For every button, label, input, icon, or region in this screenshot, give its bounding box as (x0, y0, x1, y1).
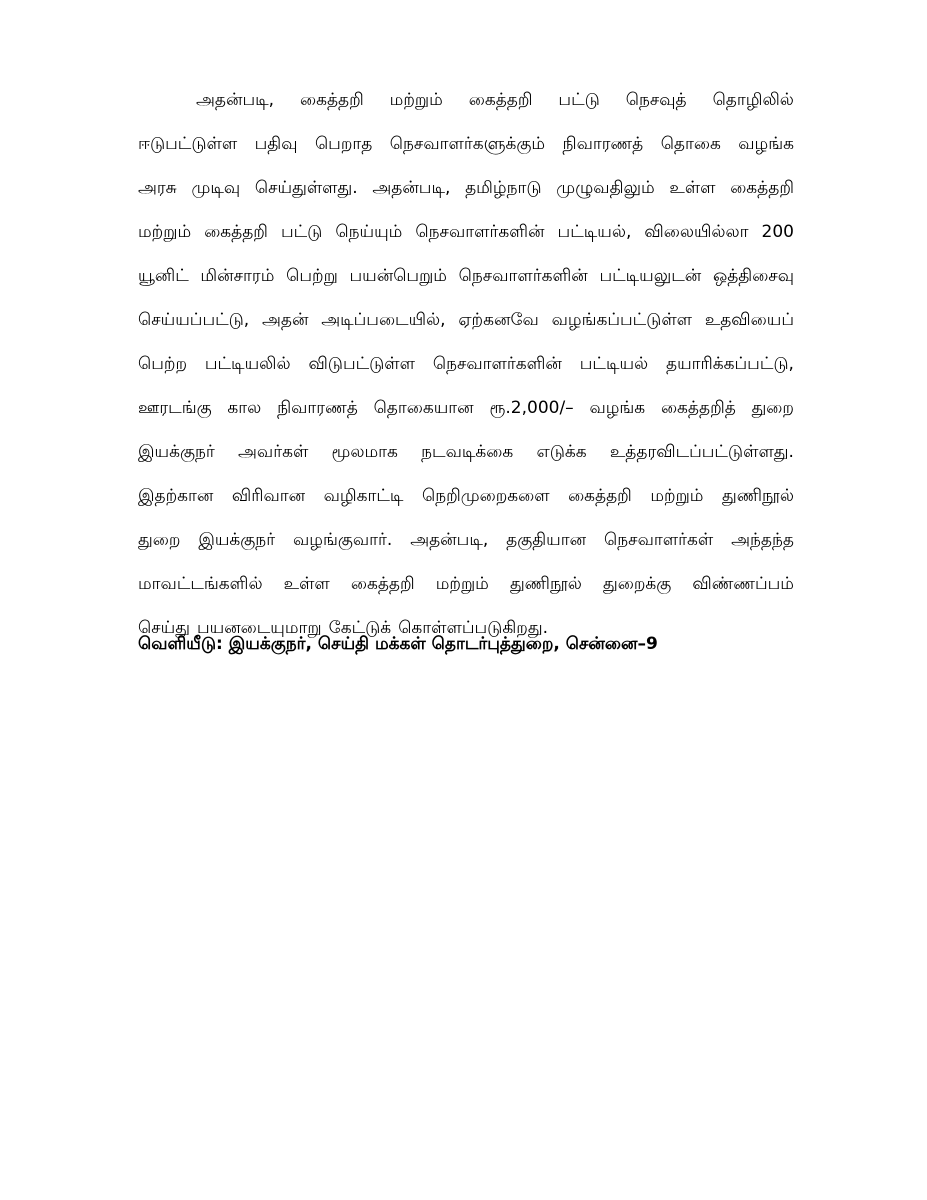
paragraph-word: கைத்தறி (204, 222, 268, 242)
paragraph-word: அதன்படி, (410, 530, 489, 550)
paragraph-word: மற்றும் (138, 222, 192, 242)
paragraph-word: நடவடிக்கை (421, 442, 514, 462)
paragraph-line (138, 386, 794, 430)
paragraph-word: உள்ள (669, 178, 716, 198)
paragraph-word: நிவாரணத் (277, 398, 358, 418)
paragraph-word: வழங்க (589, 398, 646, 418)
paragraph-word: கைத்தறித் (660, 398, 736, 418)
paragraph-word: உத்தரவிடப்பட்டுள்ளது. (609, 442, 794, 462)
paragraph-word: முழுவதிலும் (556, 178, 655, 198)
paragraph-word: கைத்தறி (350, 574, 415, 594)
paragraph-word: கைத்தறி (468, 90, 533, 110)
paragraph-line (138, 518, 794, 562)
paragraph-word: கைத்தறி (568, 486, 632, 506)
paragraph-word: விரிவான (231, 486, 306, 506)
paragraph-word: துறை (138, 530, 181, 550)
paragraph-word: துணிநூல் (509, 574, 582, 594)
paragraph-line (138, 430, 794, 474)
paragraph-word: நெசவாளர்களுக்கும் (389, 134, 546, 154)
paragraph-word: முடிவு (191, 178, 241, 198)
paragraph-word: மாவட்டங்களில் (138, 574, 263, 594)
paragraph-word: அதன் (262, 310, 309, 330)
paragraph-word: துணிநூல் (721, 486, 794, 506)
paragraph-word: பெற்ற (138, 354, 188, 374)
paragraph-word: கைத்தறி (730, 178, 794, 198)
paragraph-word: பட்டியலுடன் (599, 266, 702, 286)
paragraph-word: உள்ள (283, 574, 330, 594)
paragraph-word: அடிப்படையில், (321, 310, 446, 330)
paragraph-word: பதிவு (254, 134, 298, 154)
paragraph-word: செய்துள்ளது. (254, 178, 358, 198)
paragraph-word: வழங்க (738, 134, 794, 154)
paragraph-line (138, 166, 794, 210)
paragraph-word: யூனிட் (138, 266, 189, 286)
paragraph-word: விலையில்லா (644, 222, 749, 242)
paragraph-word: ரூ.2,000/– (489, 398, 574, 418)
paragraph-word: கேட்டுக் (328, 618, 392, 638)
paragraph-word: நெறிமுறைகளை (421, 486, 550, 506)
paragraph-word: தொழிலில் (712, 90, 794, 110)
paragraph-word: 200 (761, 222, 794, 242)
paragraph-word: நெசவாளர்களின் (415, 222, 545, 242)
paragraph-word: நெய்யும் (335, 222, 403, 242)
paragraph-word: அரசு (138, 178, 177, 198)
paragraph-word: மற்றும் (389, 90, 443, 110)
paragraph-word: தொகையான (373, 398, 474, 418)
paragraph-word: பட்டியல், (557, 222, 632, 242)
paragraph-word: உதவியைப் (704, 310, 794, 330)
release-credit-line: வெளியீடு: இயக்குநர், செய்தி மக்கள் தொடர்புத்துறை, சென்னை–9 (138, 634, 658, 654)
paragraph-word: அதன்படி, (372, 178, 451, 198)
paragraph-word: எடுக்க (536, 442, 587, 462)
paragraph-word: துறைக்கு (603, 574, 672, 594)
paragraph-word: அவர்கள் (238, 442, 309, 462)
paragraph-word: தொகை (660, 134, 721, 154)
paragraph-word: நிவாரணத் (562, 134, 644, 154)
paragraph-word: கைத்தறி (299, 90, 364, 110)
paragraph-word: பட்டு (558, 90, 600, 110)
paragraph-word: பட்டு (280, 222, 323, 242)
paragraph-word: நெசவாளர்களின் (458, 266, 588, 286)
body-paragraph (138, 78, 794, 650)
paragraph-word: விண்ணப்பம் (692, 574, 794, 594)
paragraph-word: செய்யப்பட்டு, (138, 310, 250, 330)
paragraph-line (138, 474, 794, 518)
paragraph-word: மற்றும் (650, 486, 704, 506)
paragraph-word: வழிகாட்டி (323, 486, 404, 506)
paragraph-word: ஊரடங்கு (138, 398, 212, 418)
paragraph-word: ஒத்திசைவு (712, 266, 794, 286)
paragraph-line (138, 298, 794, 342)
paragraph-word: செய்து (138, 618, 190, 638)
paragraph-word: தமிழ்நாடு (465, 178, 542, 198)
paragraph-word: கொள்ளப்படுகிறது. (398, 618, 548, 638)
paragraph-word: ஈடுபட்டுள்ள (138, 134, 238, 154)
paragraph-word: ஏற்கனவே (458, 310, 539, 330)
paragraph-line (138, 562, 794, 606)
paragraph-word: இயக்குநர் (198, 530, 276, 550)
paragraph-word: பயனடையுமாறு (196, 618, 322, 638)
paragraph-word: வழங்கப்பட்டுள்ள (551, 310, 693, 330)
paragraph-word: துறை (751, 398, 794, 418)
paragraph-word: பெற்று (286, 266, 338, 286)
paragraph-word: அந்தந்த (731, 530, 794, 550)
paragraph-line (138, 210, 794, 254)
paragraph-word: பயன்பெறும் (349, 266, 447, 286)
paragraph-word: இதற்கான (138, 486, 214, 506)
paragraph-word: மூலமாக (331, 442, 398, 462)
paragraph-word: விடுபட்டுள்ள (308, 354, 415, 374)
paragraph-word: நெசவுத் (625, 90, 687, 110)
paragraph-word: நெசவாளர்கள் (604, 530, 714, 550)
paragraph-word: பெறாத (314, 134, 373, 154)
paragraph-word: அதன்படி, (196, 90, 275, 110)
paragraph-word: கால (227, 398, 262, 418)
paragraph-word: மற்றும் (435, 574, 489, 594)
paragraph-word: தயாரிக்கப்பட்டு, (666, 354, 794, 374)
paragraph-line (138, 254, 794, 298)
paragraph-word: மின்சாரம் (200, 266, 275, 286)
paragraph-word: பட்டியலில் (204, 354, 291, 374)
paragraph-word: பட்டியல் (579, 354, 649, 374)
paragraph-word: வழங்குவார். (293, 530, 393, 550)
paragraph-line (138, 122, 794, 166)
paragraph-word: தகுதியான (506, 530, 587, 550)
paragraph-word: இயக்குநர் (138, 442, 215, 462)
paragraph-line (138, 342, 794, 386)
paragraph-line (138, 78, 794, 122)
paragraph-word: நெசவாளர்களின் (432, 354, 562, 374)
